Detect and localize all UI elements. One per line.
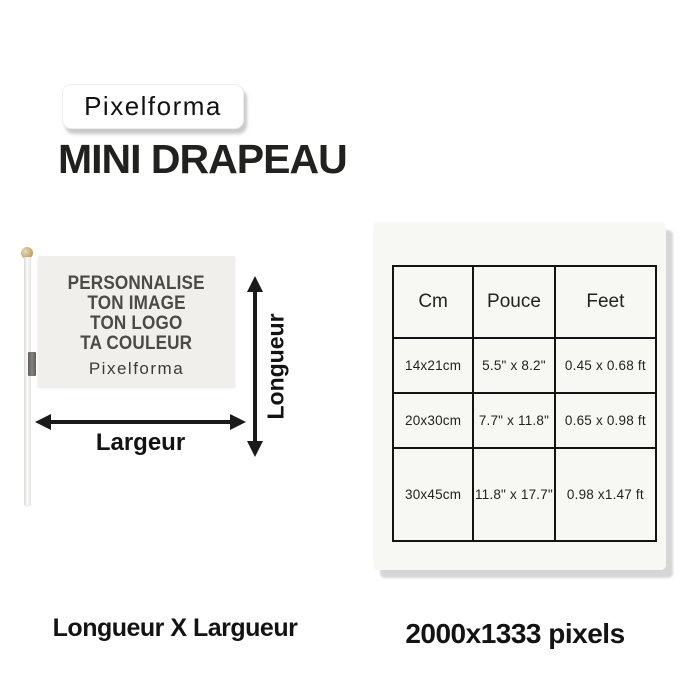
flag-text-line: TA COULEUR	[80, 333, 193, 354]
table-row	[393, 338, 656, 393]
table-row	[393, 448, 656, 541]
pixels-caption: 2000x1333 pixels	[405, 618, 625, 649]
cell-pouce: 7.7" x 11.8"	[473, 393, 555, 448]
page-title: MINI DRAPEAU	[58, 136, 347, 182]
flag-text-line: PERSONNALISE	[67, 273, 206, 294]
flag-brand-text: Pixelforma	[88, 359, 185, 378]
brand-logo-card	[62, 84, 244, 129]
cell-cm: 14x21cm	[393, 338, 473, 393]
arrow-right-head-icon	[230, 414, 246, 430]
table-header-cm: Cm	[393, 266, 473, 338]
cell-pouce: 5.5" x 8.2"	[473, 338, 555, 393]
brand-logo-text: Pixelforma	[84, 91, 222, 121]
arrow-left-head-icon	[35, 414, 51, 430]
size-table-card	[373, 222, 666, 570]
cell-pouce: 11.8" x 17.7"	[473, 448, 555, 541]
width-arrow-icon	[35, 414, 246, 430]
pole-tag	[28, 352, 36, 376]
dimension-caption: Longueur X Largueur	[52, 614, 298, 642]
flag-pole	[24, 257, 31, 507]
length-label	[258, 276, 294, 457]
table-row	[393, 393, 656, 448]
flag-canvas	[38, 256, 235, 386]
arrow-shaft	[51, 420, 230, 424]
flag-text-line: TON IMAGE	[87, 293, 186, 314]
arrow-shaft	[253, 292, 257, 441]
table-header-pouce: Pouce	[473, 266, 555, 338]
cell-feet: 0.98 x1.47 ft	[555, 448, 656, 541]
length-label-text: Longueur	[262, 313, 289, 420]
width-label: Largeur	[95, 429, 186, 456]
size-table	[392, 265, 657, 542]
cell-cm: 30x45cm	[393, 448, 473, 541]
table-header-feet: Feet	[555, 266, 656, 338]
cell-feet: 0.45 x 0.68 ft	[555, 338, 656, 393]
flag-text-line: TON LOGO	[90, 313, 183, 334]
cell-feet: 0.65 x 0.98 ft	[555, 393, 656, 448]
table-header-row	[393, 266, 656, 338]
cell-cm: 20x30cm	[393, 393, 473, 448]
